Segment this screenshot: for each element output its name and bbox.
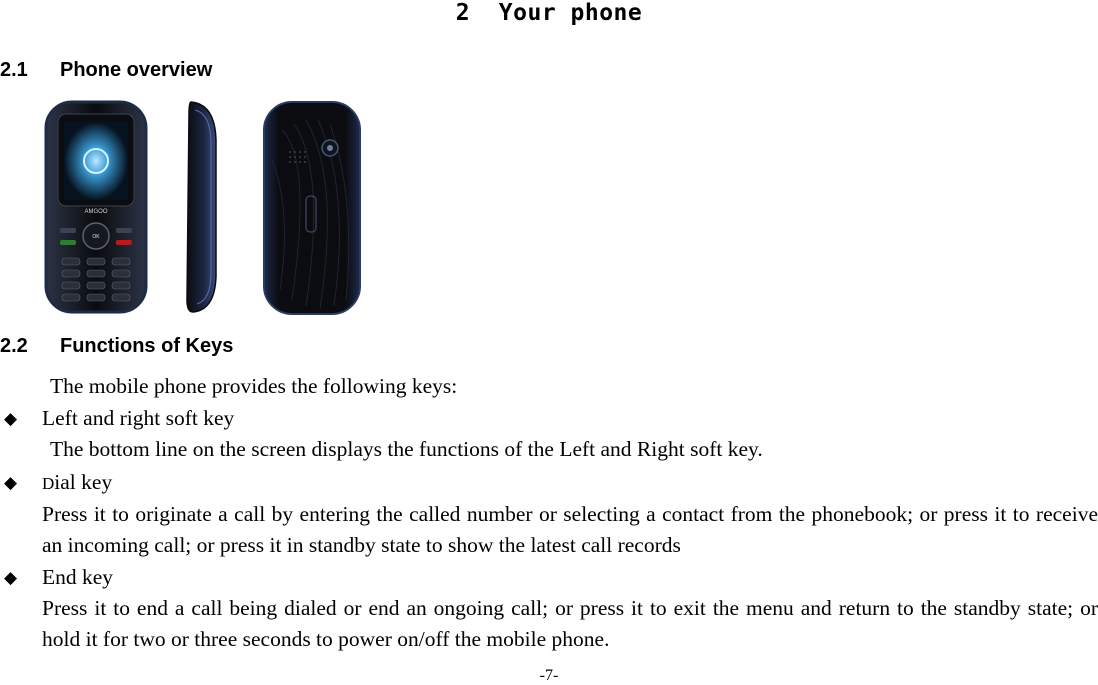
key-title-initial: D <box>42 474 55 493</box>
chapter-number: 2 <box>455 0 471 26</box>
section-number: 2.1 <box>0 59 28 81</box>
chapter-title: Your phone <box>498 0 643 26</box>
phone-back-image <box>262 100 362 316</box>
key-description: Press it to end a call being dialed or end an ongoing call; or press it to exit the menu and return to the standby state; or hold it for two or three seconds to power on/off the mobile phone. <box>42 596 1098 651</box>
key-description: Press it to originate a call by entering the called number or selecting a contact from the phonebook; or press it to receive an incoming call; or press it in standby state to show the latest call records <box>42 502 1098 557</box>
intro-text: The mobile phone provides the following keys: <box>50 374 458 398</box>
key-title-rest: ial key <box>54 470 113 494</box>
phone-side-image <box>185 100 219 314</box>
key-title <box>42 467 112 499</box>
page-number: -7- <box>539 667 559 684</box>
ok-label: OK <box>92 234 100 240</box>
brand-label: AMGOO <box>84 209 108 215</box>
phone-front-image <box>44 100 148 314</box>
diamond-bullet-icon: ◆ <box>4 409 18 428</box>
section-title: Phone overview <box>60 59 213 81</box>
key-description: The bottom line on the screen displays the functions of the Left and Right soft key. <box>50 437 763 461</box>
chapter-heading <box>0 0 1098 26</box>
key-title: End key <box>42 565 114 589</box>
key-title: Left and right soft key <box>42 406 235 430</box>
diamond-bullet-icon: ◆ <box>4 568 18 587</box>
diamond-bullet-icon: ◆ <box>4 473 18 492</box>
section-number: 2.2 <box>0 335 28 357</box>
section-title: Functions of Keys <box>60 335 234 357</box>
